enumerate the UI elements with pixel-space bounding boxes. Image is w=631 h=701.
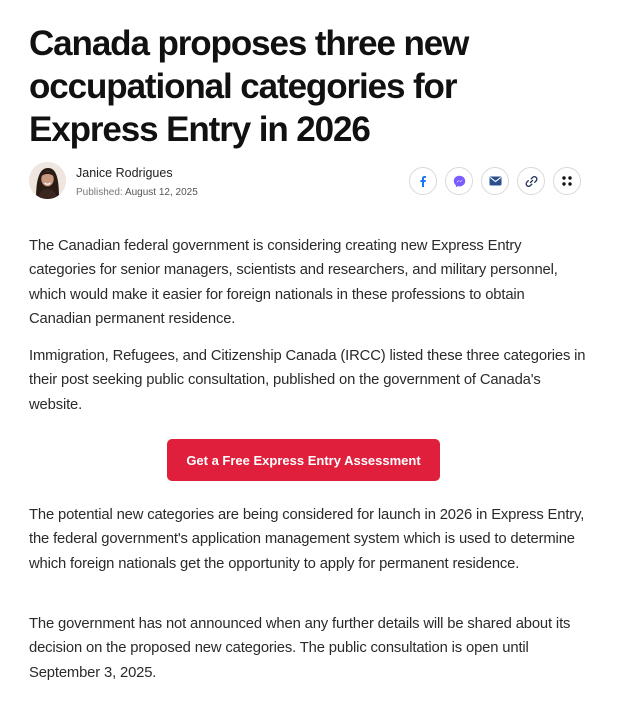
email-icon <box>489 176 502 186</box>
facebook-icon <box>417 175 429 187</box>
byline <box>29 162 581 202</box>
share-facebook-button[interactable] <box>409 167 437 195</box>
messenger-icon <box>453 175 466 188</box>
article-paragraph: The Canadian federal government is considering creating new Express Entry categories for senior managers, scientists and researchers, and military personnel, which would make it easier for foreign nationals in these professions to obtain Canadian permanent residence. <box>29 238 558 327</box>
more-icon <box>561 175 573 187</box>
more-share-button[interactable] <box>553 167 581 195</box>
published-date: August 12, 2025 <box>124 187 198 198</box>
copy-link-button[interactable] <box>517 167 545 195</box>
author-avatar <box>29 162 66 199</box>
share-messenger-button[interactable] <box>445 167 473 195</box>
article-title: Canada proposes three new occupational categories for Express Entry in 2026 <box>29 24 469 149</box>
author-name[interactable]: Janice Rodrigues <box>76 166 173 180</box>
article-paragraph: The government has not announced when any further details will be shared about its decision on the proposed new categories. The public consultation is open until September 3, 2025. <box>29 616 571 681</box>
published-line <box>76 187 198 198</box>
free-assessment-button[interactable]: Get a Free Express Entry Assessment <box>167 439 440 481</box>
share-buttons <box>409 167 581 195</box>
article-paragraph: The potential new categories are being considered for launch in 2026 in Express Entry, the federal government's application management system which is used to determine which foreign nationals get the opportunity to apply for permanent residence. <box>29 507 585 572</box>
published-label: Published: <box>76 187 123 198</box>
article-paragraph: Immigration, Refugees, and Citizenship Canada (IRCC) listed these three categories in their post seeking public consultation, published on the government of Canada's website. <box>29 348 586 413</box>
link-icon <box>525 175 538 188</box>
share-email-button[interactable] <box>481 167 509 195</box>
